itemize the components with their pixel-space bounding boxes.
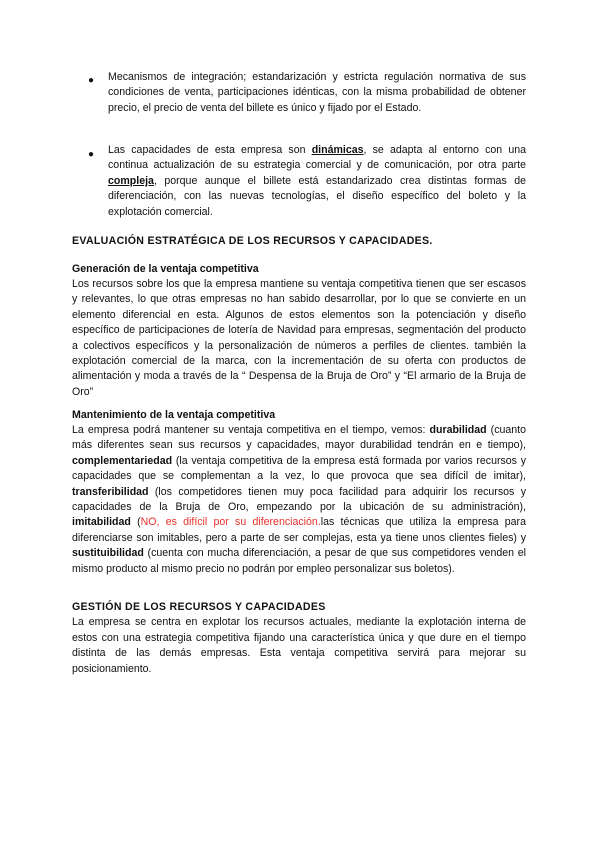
section-heading-gestion: GESTIÓN DE LOS RECURSOS Y CAPACIDADES (72, 601, 326, 613)
paragraph-text: (la ventaja competitiva de la empresa está formada por varios recursos y capacidades que se complementan a la vez, lo que provoca que sea difícil de imitar), (72, 454, 526, 483)
bullet-text: , porque aunque el billete está estandarizado crea distintas formas de diferenciación, con las nuevas tecnologías, el diseño específico del boleto y la explotación comercial. (108, 174, 526, 218)
paragraph-text: (los competidores tienen muy poca facilidad para adquirir los recursos y capacidades de la Bruja de Oro, empezando por la ubicación de su administración), (72, 485, 526, 514)
subheading-mantenimiento: Mantenimiento de la ventaja competitiva (72, 409, 276, 421)
keyword-sustituibilidad: sustituibilidad (72, 547, 144, 560)
subheading-generacion: Generación de la ventaja competitiva (72, 263, 259, 275)
paragraph-text: (cuanto más diferentes sean sus recursos y capacidades, mayor durabilidad tendrán en e tiempo), (72, 424, 527, 452)
bullet-text: , se adapta al entorno con una continua actualización de su estrategia comercial y de comunicación, por otra parte (108, 144, 526, 172)
section-heading-evaluacion: EVALUACIÓN ESTRATÉGICA DE LOS RECURSOS Y CAPACIDADES. (72, 235, 433, 247)
keyword-compleja: compleja (108, 174, 154, 187)
paragraph-text: La empresa podrá mantener su ventaja competitiva en el tiempo, vemos: (72, 424, 430, 436)
bullet-item-integration (108, 70, 526, 116)
paragraph-text: ( (130, 516, 141, 529)
keyword-complementariedad: complementariedad (72, 454, 173, 467)
paragraph-gestion: La empresa se centra en explotar los recursos actuales, mediante la explotación interna de estos con una estrategia competitiva fijando una característica única y que dure en el tiempo distinta de las demás empresas. Esta ventaja competitiva servirá para mejorar su posicionamiento. (72, 616, 526, 675)
keyword-imitabilidad: imitabilidad (72, 516, 131, 529)
bullet-marker: ● (88, 149, 95, 160)
bullet-item-capabilities (108, 143, 526, 220)
keyword-dinamicas: dinámicas (311, 144, 364, 156)
paragraph-mantenimiento (72, 423, 526, 577)
red-annotation: NO, es difícil por su diferenciación. (140, 516, 321, 529)
bullet-text: Mecanismos de integración; estandarización y estricta regulación normativa de sus condiciones de venta, participaciones idénticas, con la misma probabilidad de obtener precio, el precio de venta del billete es único y fijado por el Estado. (108, 71, 526, 114)
keyword-transferibilidad: transferibilidad (72, 485, 149, 498)
keyword-durabilidad: durabilidad (429, 424, 487, 436)
bullet-marker: ● (88, 75, 95, 86)
bullet-text: Las capacidades de esta empresa son (108, 144, 312, 156)
paragraph-text: (cuenta con mucha diferenciación, a pesar de que sus competidores venden el mismo producto al mismo precio no podrán por empleo personalizar sus boletos). (72, 547, 526, 575)
paragraph-generacion: Los recursos sobre los que la empresa mantiene su ventaja competitiva tienen que ser escasos y relevantes, lo que otras empresas no han sabido desarrollar, por lo que se convierte en un elemento diferencial en esta. Algunos de estos elementos son la potenciación y diseño específico de participaciones de lotería de Navidad para empresas, segmentación del producto a colectivos específicos y la personalización de números a perfiles de clientes. también la explotación comercial de la marca, con la incrementación de su oferta con productos de alimentación y moda a través de la “ Despensa de la Bruja de Oro” y “El armario de la Bruja de Oro” (72, 278, 526, 398)
paragraph-text: las técnicas que utiliza la empresa para diferenciarse son imitables, pero a parte de ser complejas, esta ya tiene unos clientes fieles) y (72, 516, 526, 544)
